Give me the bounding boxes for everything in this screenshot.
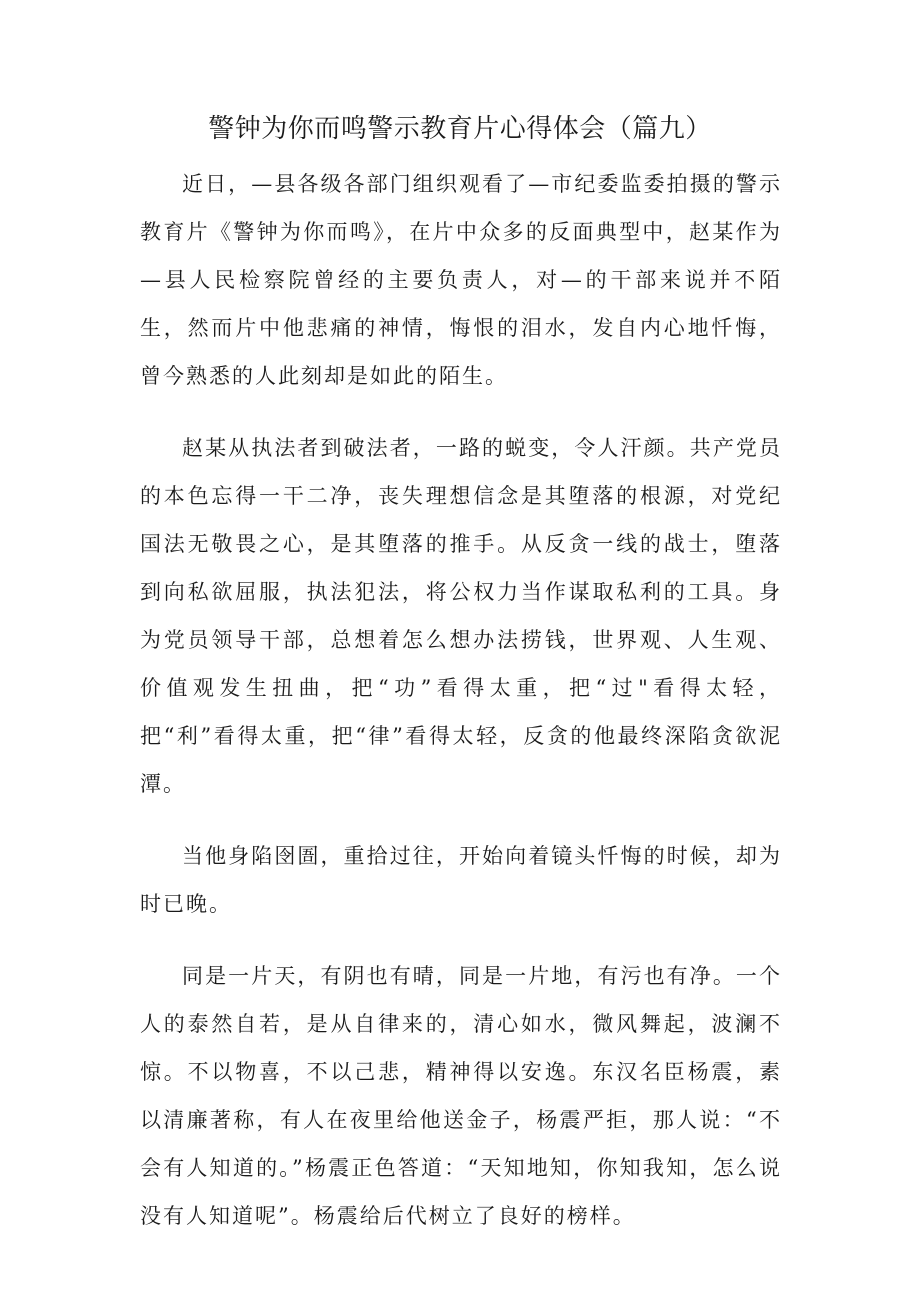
paragraph-1: 近日，—县各级各部门组织观看了—市纪委监委拍摄的警示教育片《警钟为你而鸣》，在片中众多的反面典型中，赵某作为—县人民检察院曾经的主要负责人，对—的干部来说并不陌生，然而片中他悲痛的神情，悔恨的泪水，发自内心地忏悔，曾今熟悉的人此刻却是如此的陌生。	[140, 172, 782, 388]
paragraph-3: 当他身陷囹圄，重拾过往，开始向着镜头忏悔的时候，却为时已晚。	[140, 844, 782, 916]
paragraph-4: 同是一片天，有阴也有晴，同是一片地，有污也有净。一个人的泰然自若，是从自律来的，清心如水，微风舞起，波澜不惊。不以物喜，不以己悲，精神得以安逸。东汉名臣杨震，素以清廉著称，有人在夜里给他送金子，杨震严拒，那人说：“不会有人知道的。”杨震正色答道：“天知地知，你知我知，怎么说没有人知道呢”。杨震给后代树立了良好的榜样。	[140, 964, 782, 1228]
document-title: 警钟为你而鸣警示教育片心得体会（篇九）	[208, 114, 712, 144]
document-body	[140, 160, 782, 1264]
paragraph-2: 赵某从执法者到破法者，一路的蜕变，令人汗颜。共产党员的本色忘得一干二净，丧失理想信念是其堕落的根源，对党纪国法无敬畏之心，是其堕落的推手。从反贪一线的战士，堕落到向私欲屈服，执法犯法，将公权力当作谋取私利的工具。身为党员领导干部，总想着怎么想办法捞钱，世界观、人生观、价值观发生扭曲，把“功”看得太重，把“过"看得太轻，把“利”看得太重，把“律”看得太轻，反贪的他最终深陷贪欲泥潭。	[140, 436, 782, 796]
